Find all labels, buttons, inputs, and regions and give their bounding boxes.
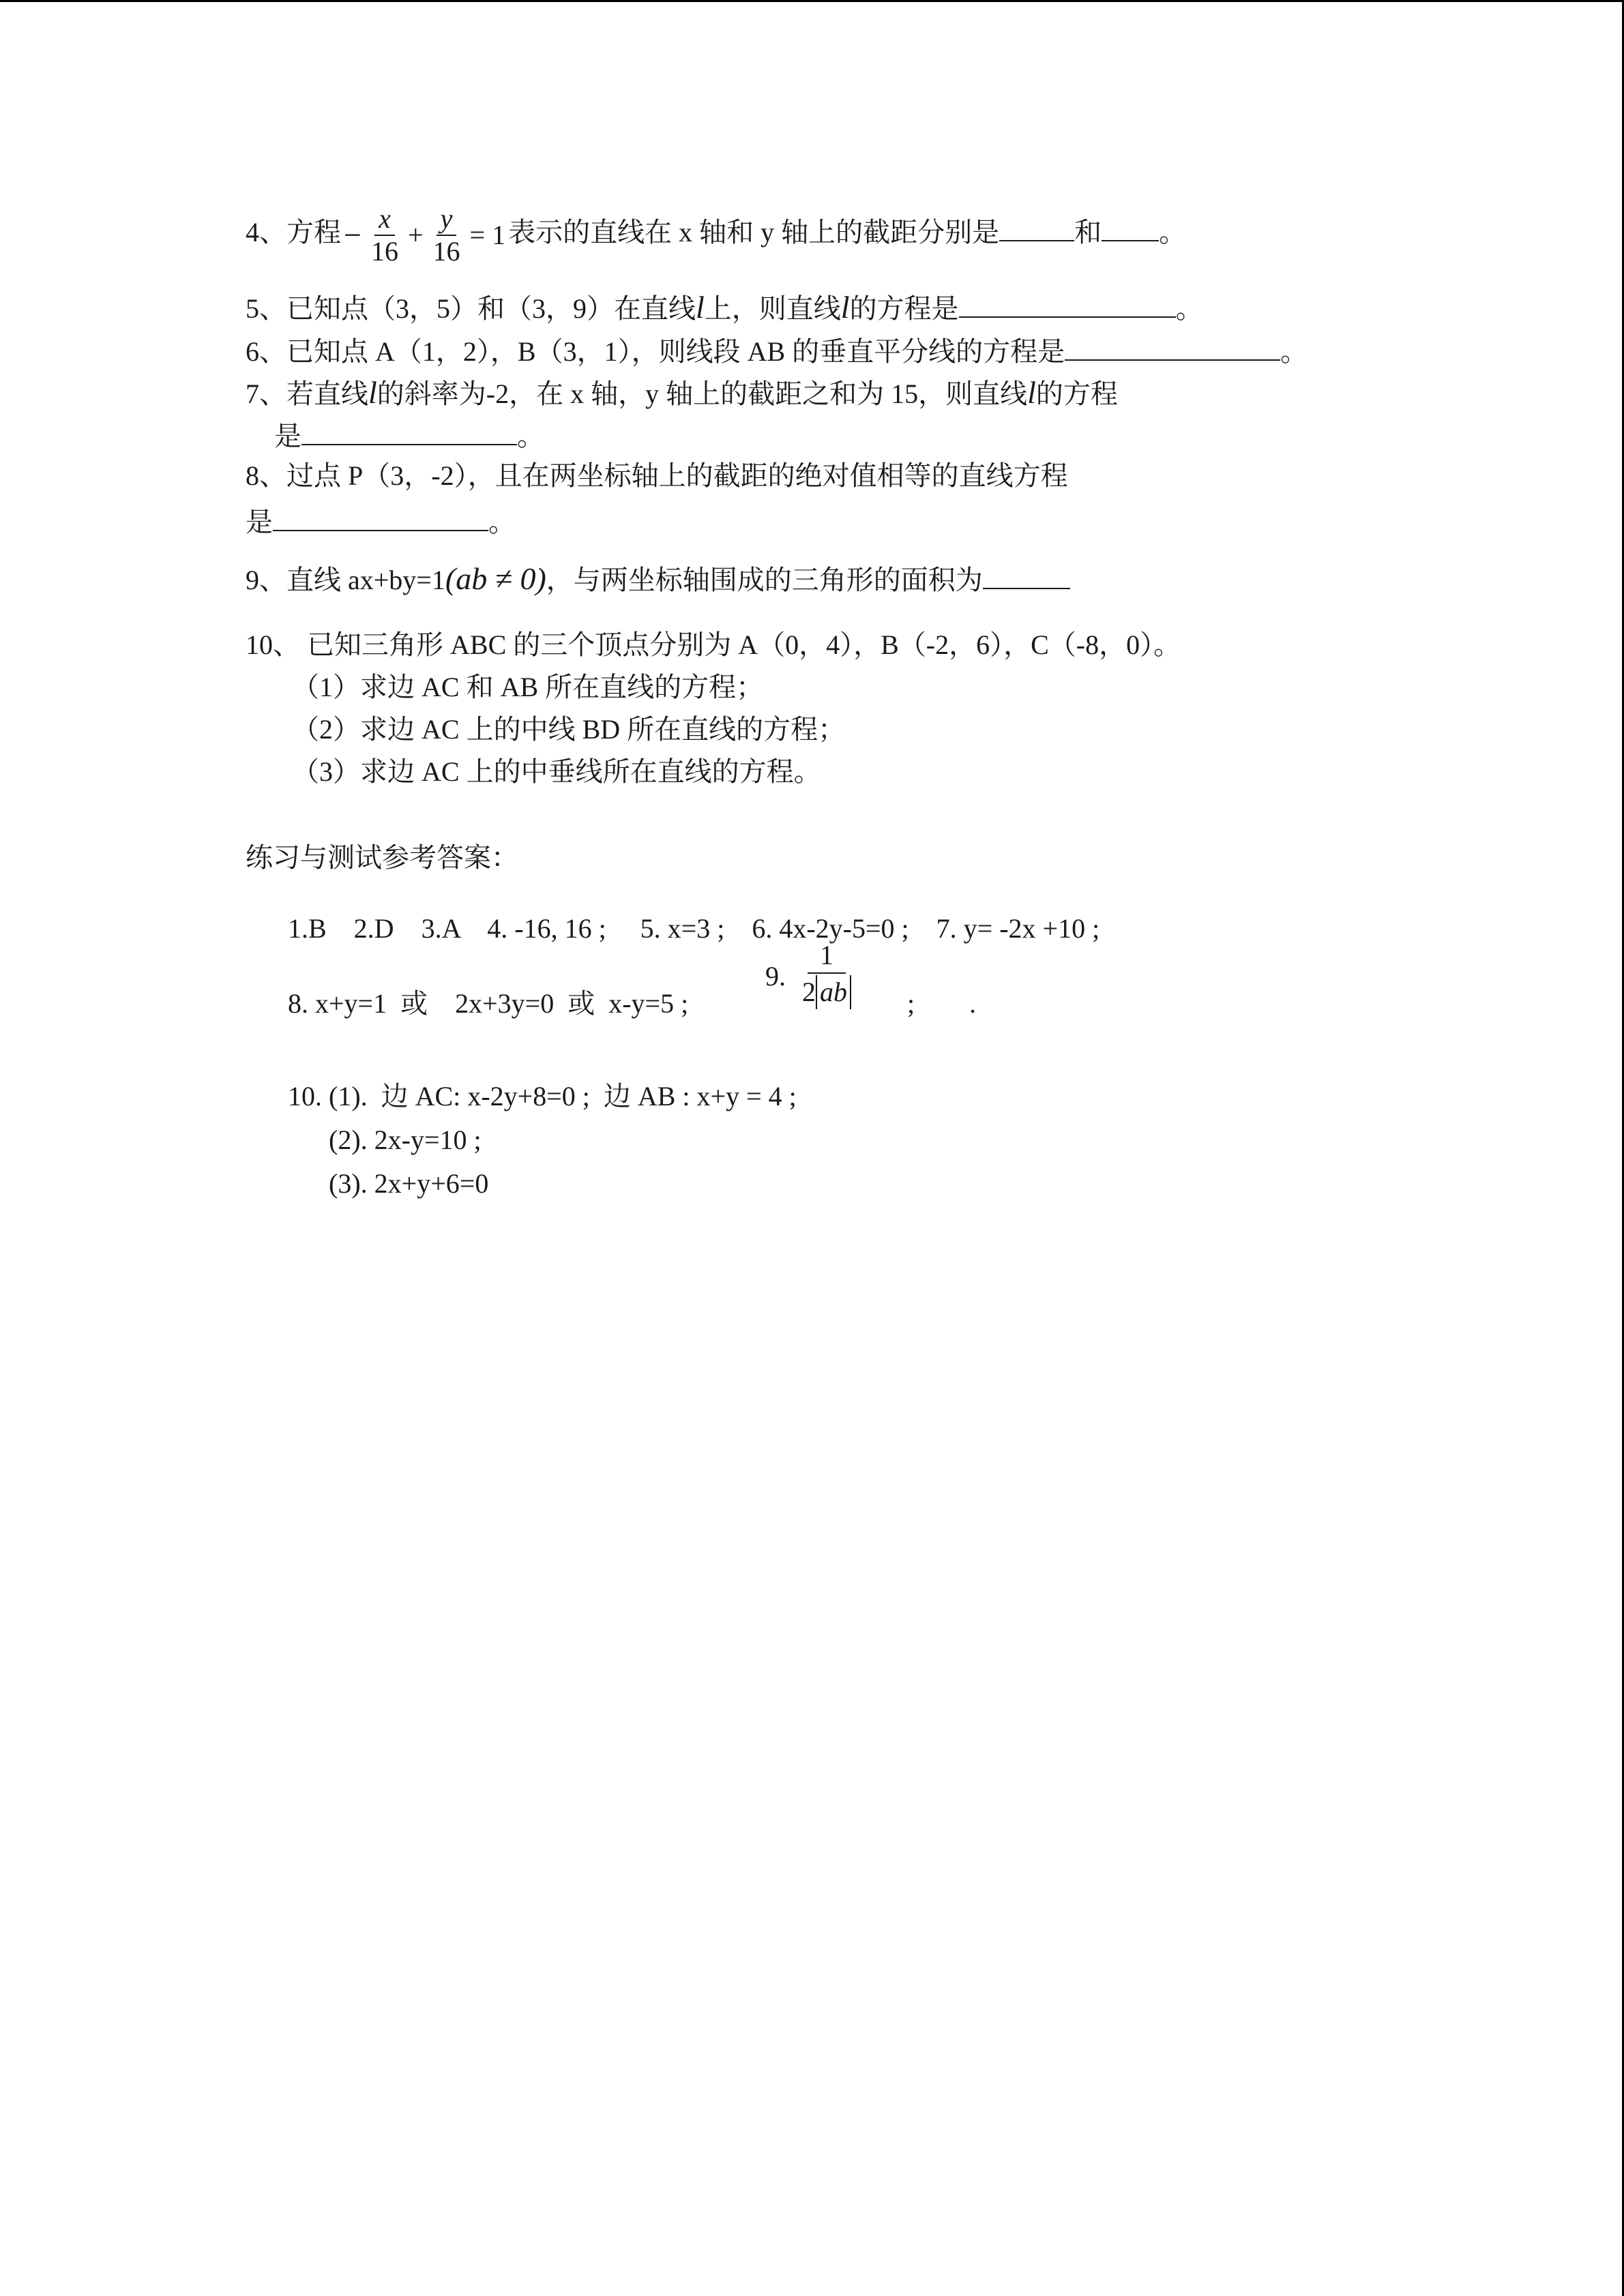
question-9	[246, 563, 1070, 595]
answer-9-fraction	[798, 938, 855, 1009]
q7-part3: 的方程	[1035, 378, 1118, 409]
answers-line-1	[274, 888, 1099, 942]
answers-1-to-7: 1.B 2.D 3.A 4. -16, 16 ; 5. x=3 ; 6. 4x-2y-5=0 ; 7. y= -2x +10 ;	[288, 913, 1100, 944]
question-8-line1	[246, 462, 1068, 490]
q9-part2: ，与两坐标轴围成的三角形的面积为	[546, 565, 983, 595]
fraction-denominator	[798, 974, 855, 1009]
answer-blank[interactable]	[1065, 335, 1280, 361]
q8-line2: 是	[246, 507, 273, 537]
answer-9-tail	[894, 963, 976, 1017]
fraction-denominator: 16	[370, 236, 398, 267]
line-symbol-l: l	[696, 290, 705, 325]
q5-part2: 上，则直线	[704, 293, 841, 324]
question-5	[246, 292, 1203, 323]
question-7-line1	[246, 377, 1118, 408]
q4-text: 表示的直线在 x 轴和 y 轴上的截距分别是	[508, 217, 1000, 248]
question-4	[246, 203, 1186, 267]
question-6	[246, 335, 1308, 366]
q10-sub3: （3）求边 AC 上的中垂线所在直线的方程。	[292, 756, 821, 787]
answers-heading	[246, 844, 518, 871]
q10-sub1: （1）求边 AC 和 AB 所在直线的方程；	[292, 672, 764, 702]
answer-blank[interactable]	[273, 505, 488, 531]
q8-line1: 8、过点 P（3，-2），且在两坐标轴上的截距的绝对值相等的直线方程	[246, 460, 1068, 491]
line-symbol-l: l	[840, 290, 850, 325]
fraction-x-16	[367, 203, 402, 267]
equals-one: = 1	[469, 220, 506, 250]
q10-sub2: （2）求边 AC 上的中线 BD 所在直线的方程；	[292, 714, 846, 745]
answers-line-2	[274, 963, 688, 1017]
q5-part1: 5、已知点（3，5）和（3，9）在直线	[246, 293, 696, 324]
q9-condition: (ab ≠ 0)	[445, 561, 546, 596]
fraction-numerator: x	[374, 203, 395, 236]
q5-part3: 的方程是	[849, 293, 959, 324]
q7-part2: 的斜率为-2，在 x 轴，y 轴上的截距之和为 15，则直线	[377, 378, 1028, 409]
question-10-sub1	[292, 674, 763, 701]
line-symbol-l: l	[368, 375, 377, 410]
question-8-line2	[246, 505, 516, 536]
question-10-stem	[246, 631, 1181, 659]
q7-line2: 是	[274, 421, 301, 451]
question-10-sub2	[292, 716, 845, 743]
q10-stem: 10、 已知三角形 ABC 的三个顶点分别为 A（0，4），B（-2，6），C（-8，0）。	[246, 629, 1181, 660]
answer-9	[765, 963, 786, 990]
line-symbol-l: l	[1027, 375, 1036, 410]
answer-blank[interactable]	[1102, 215, 1159, 241]
denominator-coefficient: 2	[802, 976, 816, 1007]
fraction-numerator: 1	[808, 938, 846, 974]
fraction-numerator: y	[437, 203, 457, 236]
fraction-denominator: 16	[432, 236, 460, 267]
answer-9-label: 9.	[765, 961, 786, 992]
fraction-y-16	[429, 203, 464, 267]
plus-sign: +	[407, 220, 424, 250]
answer-8: 8. x+y=1 或 2x+3y=0 或 x-y=5 ;	[288, 988, 689, 1019]
answer-10-part1: 10. (1). 边 AC: x-2y+8=0 ; 边 AB : x+y = 4 ;	[288, 1081, 797, 1112]
q6-text: 6、已知点 A（1，2），B（3，1），则线段 AB 的垂直平分线的方程是	[246, 336, 1065, 367]
page-border-top	[0, 0, 1624, 2]
question-7-line2	[274, 419, 544, 450]
q8-end: 。	[488, 507, 516, 537]
q4-prefix: 4、方程	[246, 217, 341, 248]
q7-part1: 7、若直线	[246, 378, 368, 409]
answer-blank[interactable]	[301, 419, 517, 445]
q9-part1: 9、直线 ax+by=1	[246, 565, 445, 595]
q4-mid: 和	[1074, 217, 1102, 248]
answer-blank[interactable]	[999, 215, 1074, 241]
minus-sign: −	[344, 218, 361, 252]
q7-end: 。	[517, 421, 544, 451]
answers-heading-text: 练习与测试参考答案：	[246, 842, 518, 873]
answer-10-part2: (2). 2x-y=10 ;	[329, 1124, 482, 1155]
answer-blank[interactable]	[983, 563, 1070, 589]
q6-end: 。	[1280, 336, 1308, 367]
absolute-value-ab: ab	[816, 975, 851, 1009]
answer-10-part3: (3). 2x+y+6=0	[329, 1168, 489, 1199]
q4-end: 。	[1159, 217, 1187, 248]
question-10-sub3	[292, 758, 821, 786]
answer-9-tail-text: ; .	[907, 988, 977, 1019]
answers-10-3	[315, 1143, 488, 1197]
answer-blank[interactable]	[959, 292, 1176, 318]
q5-end: 。	[1175, 293, 1203, 324]
